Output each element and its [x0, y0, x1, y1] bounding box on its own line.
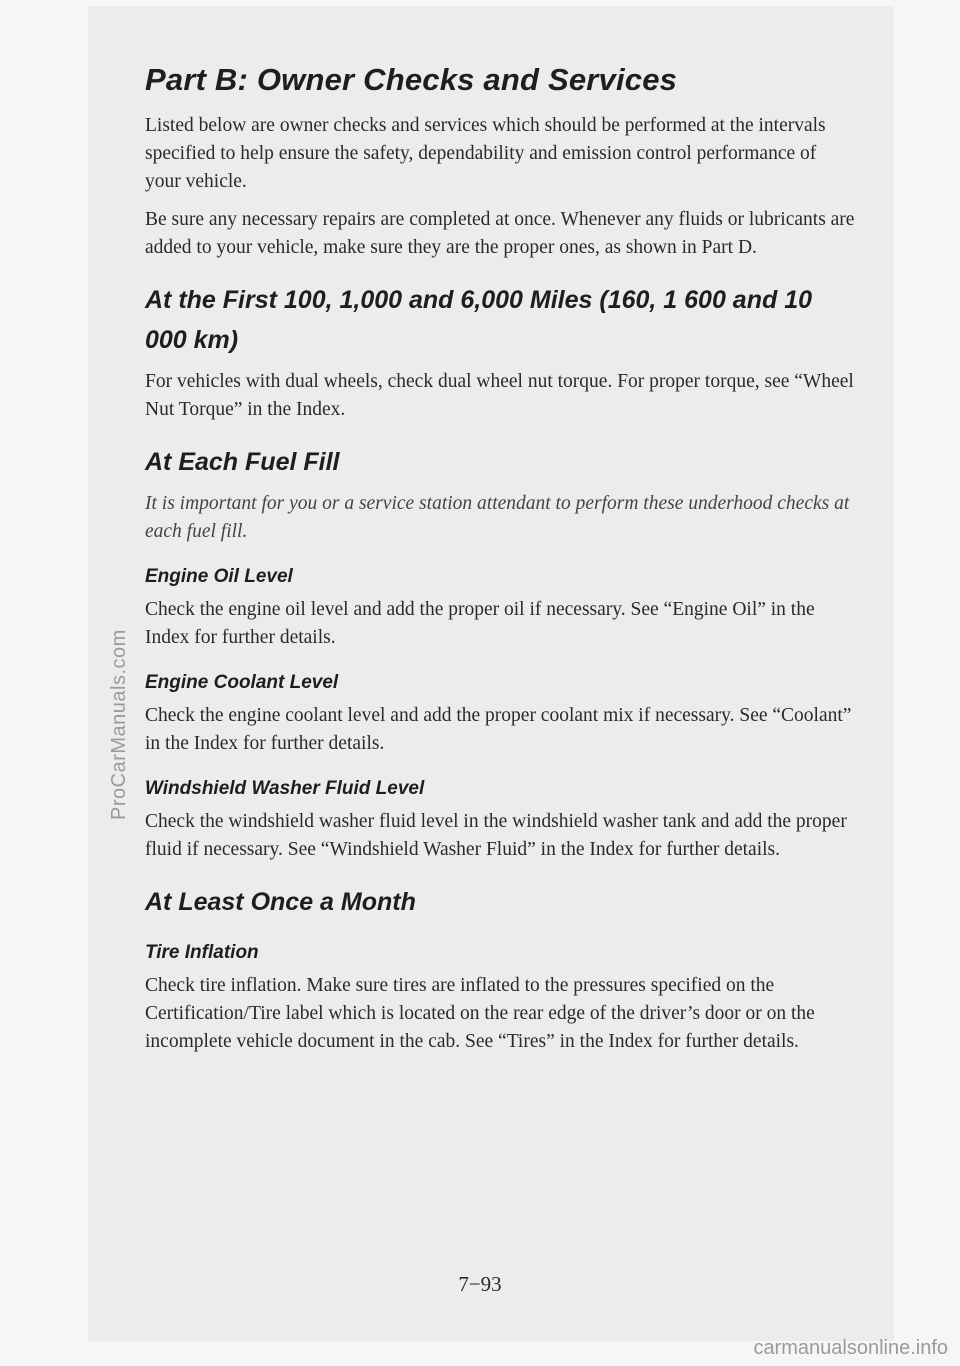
- page-title: Part B: Owner Checks and Services: [145, 62, 678, 97]
- washer-fluid-text: Check the windshield washer fluid level in the windshield washer tank and add the proper fluid if necessary. See “Windshield Washer Fluid” in the Index for further details.: [145, 811, 847, 860]
- manual-content: [145, 62, 855, 1066]
- engine-coolant-text: Check the engine coolant level and add the proper coolant mix if necessary. See “Coolant” in the Index for further details.: [145, 705, 852, 754]
- subheading-washer-fluid: Windshield Washer Fluid Level: [145, 778, 425, 799]
- watermark-left: ProCarManuals.com: [108, 629, 130, 820]
- section-heading-fuel-fill: At Each Fuel Fill: [145, 448, 340, 476]
- intro-paragraph-2: Be sure any necessary repairs are completed at once. Whenever any fluids or lubricants are added to your vehicle, make sure they are the proper ones, as shown in Part D.: [145, 209, 855, 258]
- page-number: 7−93: [458, 1272, 502, 1296]
- watermark-bottom: carmanualsonline.info: [753, 1337, 948, 1359]
- engine-oil-text: Check the engine oil level and add the proper oil if necessary. See “Engine Oil” in the Index for further details.: [145, 599, 815, 648]
- subheading-engine-oil: Engine Oil Level: [145, 566, 293, 587]
- subheading-engine-coolant: Engine Coolant Level: [145, 672, 339, 693]
- tire-inflation-text: Check tire inflation. Make sure tires are inflated to the pressures specified on the Certification/Tire label which is located on the rear edge of the driver’s door or on the incomplete vehicle document in the cab. See “Tires” in the Index for further details.: [145, 975, 815, 1052]
- first-miles-text: For vehicles with dual wheels, check dual wheel nut torque. For proper torque, see “Wheel Nut Torque” in the Index.: [145, 371, 854, 420]
- intro-paragraph-1: Listed below are owner checks and services which should be performed at the intervals specified to help ensure the safety, dependability and emission control performance of your vehicle.: [145, 115, 826, 192]
- section-heading-first-miles: At the First 100, 1,000 and 6,000 Miles (160, 1 600 and 10 000 km): [145, 286, 813, 354]
- fuel-fill-note: It is important for you or a service station attendant to perform these underhood checks at each fuel fill.: [145, 493, 850, 542]
- section-heading-monthly: At Least Once a Month: [145, 888, 416, 916]
- subheading-tire-inflation: Tire Inflation: [145, 942, 259, 963]
